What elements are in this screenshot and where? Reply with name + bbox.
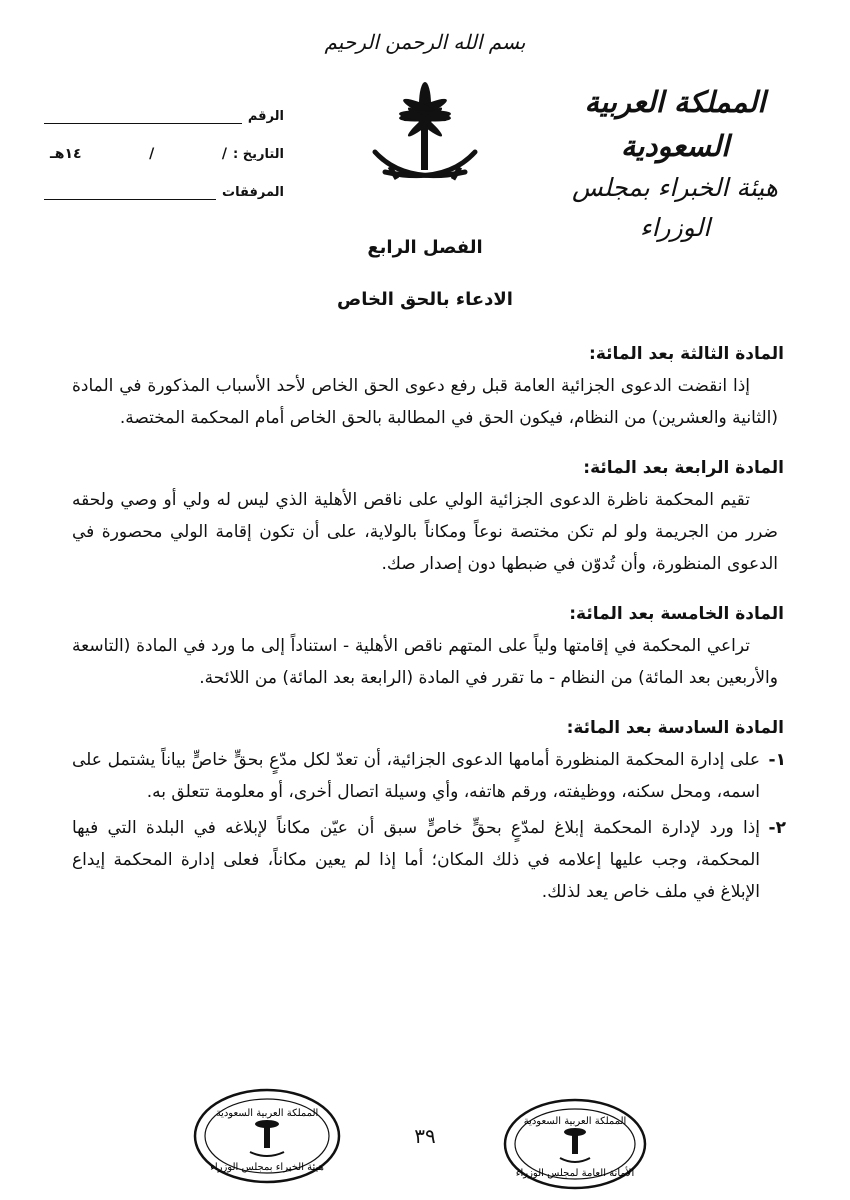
letter-meta [44, 86, 284, 200]
official-seal-left [192, 1086, 342, 1186]
item-text: إذا ورد لإدارة المحكمة إبلاغ لمدّعٍ بحقٍّ خاصٍّ سبق أن عيّن مكاناً لإبلاغه في البلدة التي فيها المحكمة، وجب عليها إعلامه في ذلك المكان؛ أما إذا لم يعين مكاناً، فعلى إدارة المحكمة إيداع الإبلاغ في ملف خاص يعد لذلك. [72, 818, 760, 902]
page-number: ٣٩ [414, 1124, 436, 1148]
item-number: ١- [768, 750, 786, 770]
article-104-text: تقيم المحكمة ناظرة الدعوى الجزائية الولي على ناقص الأهلية الذي ليس له ولي أو وصي ولحقه ضرر من الجريمة ولو لم تكن مختصة نوعاً ومكاناً بالولاية، على أن تكون إقامة الولي محصورة في الدعوى المنظورة، وأن تُدوّن في ضبطها دون إصدار صك. [72, 490, 778, 574]
chapter-subtitle: الادعاء بالحق الخاص [337, 289, 513, 310]
date-slot-month: / [149, 146, 155, 162]
article-106-item [72, 744, 786, 808]
seal-right-top-text: المملكة العربية السعودية [523, 1116, 627, 1127]
article-105-heading: المادة الخامسة بعد المائة: [569, 604, 784, 624]
org-line-1: المملكة العربية السعودية [584, 85, 766, 163]
date-year-suffix: ١٤هـ [50, 146, 82, 162]
date-slot-day: / [221, 146, 227, 162]
ref-label: الرقم [247, 109, 284, 124]
date-colon: : [233, 147, 243, 162]
date-field [44, 146, 233, 162]
attachments-row [44, 162, 284, 200]
attachments-line [44, 185, 216, 200]
attachments-label: المرفقات [222, 185, 284, 200]
organization-name [545, 80, 805, 248]
date-row [44, 124, 284, 162]
article-104-heading: المادة الرابعة بعد المائة: [583, 458, 784, 478]
article-106-item [72, 812, 786, 908]
seal-left-bottom-text: هيئة الخبراء بمجلس الوزراء [210, 1162, 324, 1173]
article-103-text: إذا انقضت الدعوى الجزائية العامة قبل رفع دعوى الحق الخاص لأحد الأسباب المذكورة في المادة (الثانية والعشرين) من النظام، فيكون الحق في المطالبة بالحق الخاص أمام المحكمة المختصة. [72, 376, 778, 428]
chapter-title: الفصل الرابع [367, 237, 483, 258]
org-line-2: هيئة الخبراء بمجلس الوزراء [571, 173, 778, 242]
basmala: بسم الله الرحمن الرحيم [324, 30, 526, 54]
article-103-heading: المادة الثالثة بعد المائة: [589, 344, 784, 364]
seal-left-top-text: المملكة العربية السعودية [215, 1108, 319, 1119]
article-106-heading: المادة السادسة بعد المائة: [566, 718, 784, 738]
item-text: على إدارة المحكمة المنظورة أمامها الدعوى الجزائية، أن تعدّ لكل مدّعٍ بحقٍّ خاصٍّ بياناً يشتمل على اسمه، ومحل سكنه، ووظيفته، ورقم هاتفه، وأي وسيلة اتصال أخرى، أو معلومة تتعلق به. [72, 750, 760, 802]
ref-line [44, 109, 242, 124]
seal-right-bottom-text: الأمانة العامة لمجلس الوزراء [515, 1168, 635, 1179]
ref-row [44, 86, 284, 124]
item-number: ٢- [768, 818, 786, 838]
saudi-emblem-icon [365, 80, 485, 195]
article-105-text: تراعي المحكمة في إقامتها ولياً على المتهم ناقص الأهلية - استناداً إلى ما ورد في المادة (التاسعة والأربعين بعد المائة) من النظام - ما تقرر في المادة (الرابعة بعد المائة) من اللائحة. [72, 636, 778, 688]
official-seal-right [500, 1096, 650, 1191]
date-label: التاريخ [242, 147, 284, 162]
document-body [72, 232, 786, 908]
